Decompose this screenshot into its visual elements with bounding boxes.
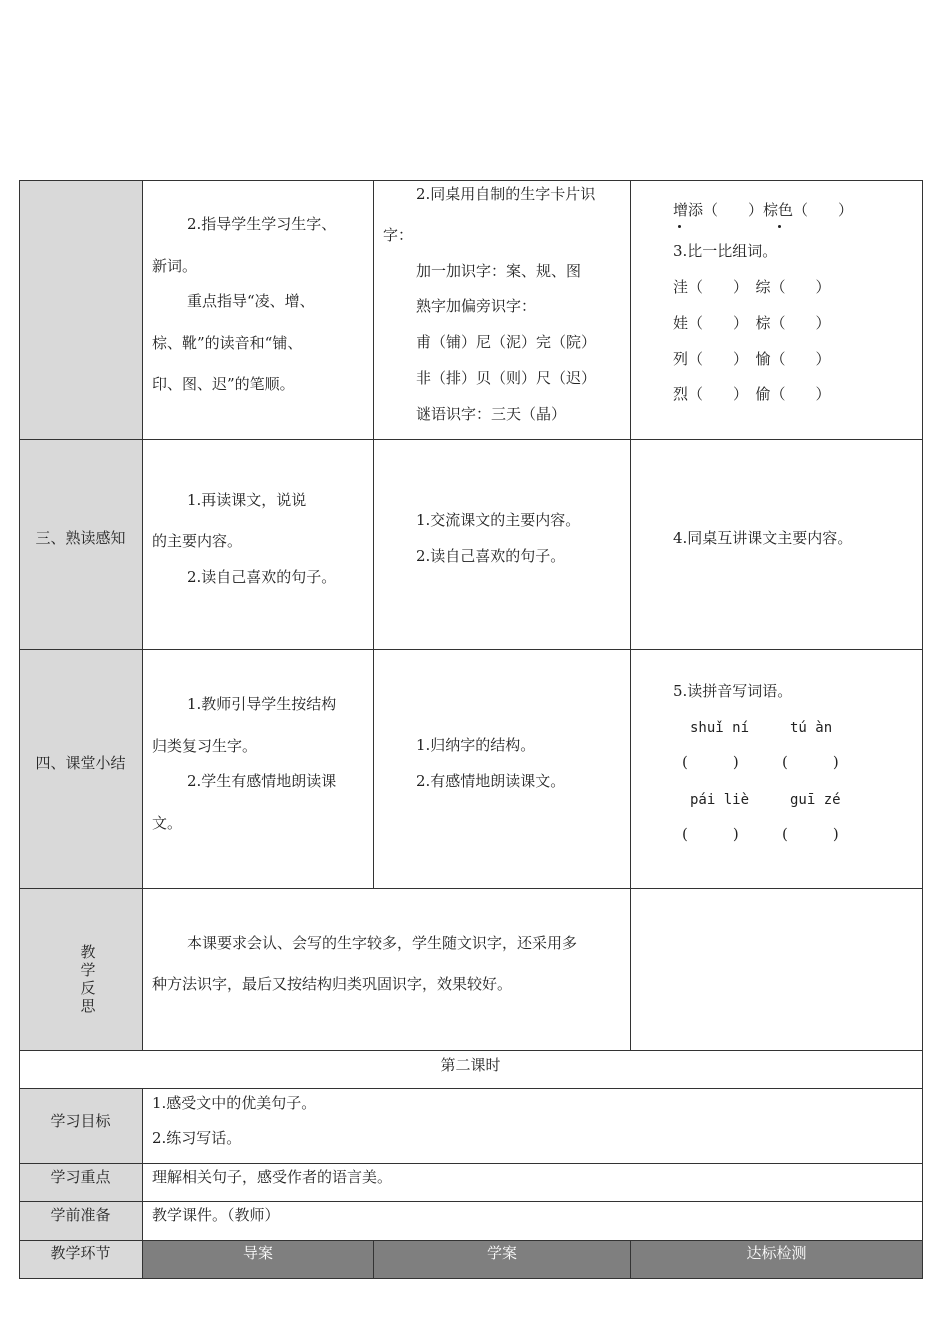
- header-study: 学案: [486, 1244, 517, 1262]
- section-title: 第二课时: [440, 1056, 501, 1074]
- stage-label-summary: 四、课堂小结: [35, 754, 126, 772]
- header-stage: 教学环节: [50, 1244, 111, 1262]
- emphasis-dot: [678, 225, 681, 228]
- goal-item: 1.感受文中的优美句子。: [152, 1094, 317, 1112]
- row-2-check: 4.同桌互讲课文主要内容。: [673, 529, 853, 547]
- stage-label-reading: 三、熟读感知: [35, 529, 126, 547]
- stage-column-bg-top: [19, 180, 143, 1050]
- emphasis-dot: [778, 225, 781, 228]
- focus-text: 理解相关句子，感受作者的语言美。: [152, 1168, 393, 1186]
- goal-item: 2.练习写话。: [152, 1129, 242, 1147]
- header-guide: 导案: [242, 1244, 273, 1262]
- focus-label: 学习重点: [50, 1168, 111, 1186]
- prep-label: 学前准备: [50, 1206, 111, 1224]
- prep-text: 教学课件。（教师）: [152, 1206, 280, 1224]
- header-check: 达标检测: [746, 1244, 807, 1262]
- goal-label: 学习目标: [50, 1112, 111, 1130]
